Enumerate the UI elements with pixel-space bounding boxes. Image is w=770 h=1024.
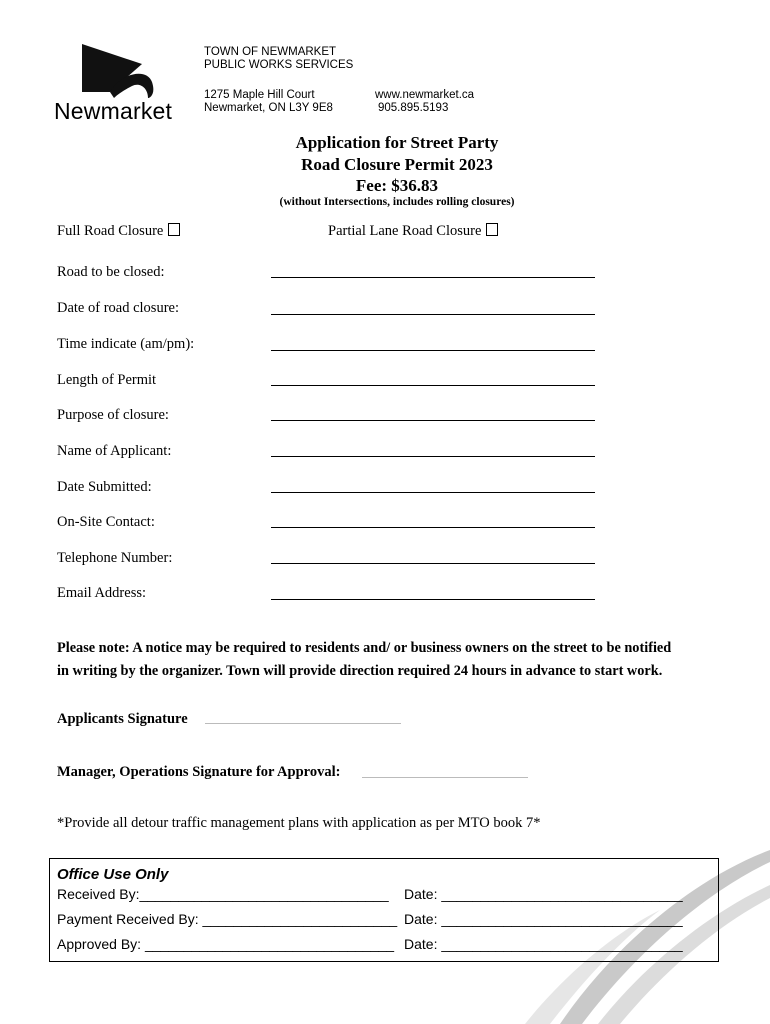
phone-number: 905.895.5193	[378, 102, 449, 114]
purpose-field[interactable]	[271, 420, 595, 421]
onsite-contact-label: On-Site Contact:	[57, 514, 155, 530]
approved-date-field[interactable]: Date: _______________________________	[404, 936, 683, 952]
manager-signature-field[interactable]	[362, 777, 528, 778]
telephone-label: Telephone Number:	[57, 550, 173, 566]
partial-closure-checkbox[interactable]	[486, 223, 498, 236]
office-use-title: Office Use Only	[57, 866, 169, 883]
onsite-contact-field[interactable]	[271, 527, 595, 528]
full-closure-option[interactable]	[57, 223, 180, 240]
applicant-signature-field[interactable]	[205, 723, 401, 724]
closure-date-field[interactable]	[271, 314, 595, 315]
notice-line-1: Please note: A notice may be required to residents and/ or business owners on the street to be notified	[57, 640, 672, 656]
applicant-name-field[interactable]	[271, 456, 595, 457]
website-link[interactable]: www.newmarket.ca	[375, 89, 475, 101]
full-closure-checkbox[interactable]	[168, 223, 180, 236]
logo-wordmark: Newmarket	[54, 98, 173, 124]
org-line-1: TOWN OF NEWMARKET	[204, 46, 337, 58]
time-field[interactable]	[271, 350, 595, 351]
payment-date-field[interactable]: Date: _______________________________	[404, 911, 683, 927]
closure-date-label: Date of road closure:	[57, 300, 179, 316]
permit-length-label: Length of Permit	[57, 372, 157, 388]
road-closed-field[interactable]	[271, 277, 595, 278]
partial-closure-option[interactable]	[328, 223, 498, 240]
form-subtitle: (without Intersections, includes rolling closures)	[279, 196, 515, 208]
road-closed-label: Road to be closed:	[57, 264, 165, 280]
date-submitted-label: Date Submitted:	[57, 479, 152, 495]
org-line-2: PUBLIC WORKS SERVICES	[204, 59, 354, 71]
permit-length-field[interactable]	[271, 385, 595, 386]
applicant-name-label: Name of Applicant:	[57, 443, 172, 459]
form-title-line-1: Application for Street Party	[295, 133, 499, 152]
time-label: Time indicate (am/pm):	[57, 336, 195, 352]
applicant-signature-label: Applicants Signature	[57, 711, 188, 727]
address-line-2: Newmarket, ON L3Y 9E8	[204, 102, 333, 114]
approved-by-field[interactable]: Approved By: ________________________________	[57, 936, 395, 952]
date-submitted-field[interactable]	[271, 492, 595, 493]
org-contact	[375, 89, 474, 115]
detour-footnote: *Provide all detour traffic management plans with application as per MTO book 7*	[57, 815, 541, 831]
email-field[interactable]	[271, 599, 595, 600]
received-by-field[interactable]: Received By:________________________________	[57, 886, 389, 902]
partial-closure-label: Partial Lane Road Closure	[328, 223, 482, 239]
notice-line-2: in writing by the organizer. Town will provide direction required 24 hours in advance to start work.	[57, 663, 663, 679]
notice-text	[57, 637, 737, 683]
purpose-label: Purpose of closure:	[57, 407, 169, 423]
full-closure-label: Full Road Closure	[57, 223, 164, 239]
telephone-field[interactable]	[271, 563, 595, 564]
manager-signature-label: Manager, Operations Signature for Approval:	[57, 764, 341, 780]
payment-received-by-field[interactable]: Payment Received By: _________________________	[57, 911, 398, 927]
address-line-1: 1275 Maple Hill Court	[204, 89, 315, 101]
form-fee: Fee: $36.83	[355, 176, 439, 195]
received-date-field[interactable]: Date: _______________________________	[404, 886, 683, 902]
form-title-line-2: Road Closure Permit 2023	[301, 155, 493, 174]
org-address	[204, 89, 333, 115]
org-name	[204, 46, 353, 72]
email-label: Email Address:	[57, 585, 147, 601]
